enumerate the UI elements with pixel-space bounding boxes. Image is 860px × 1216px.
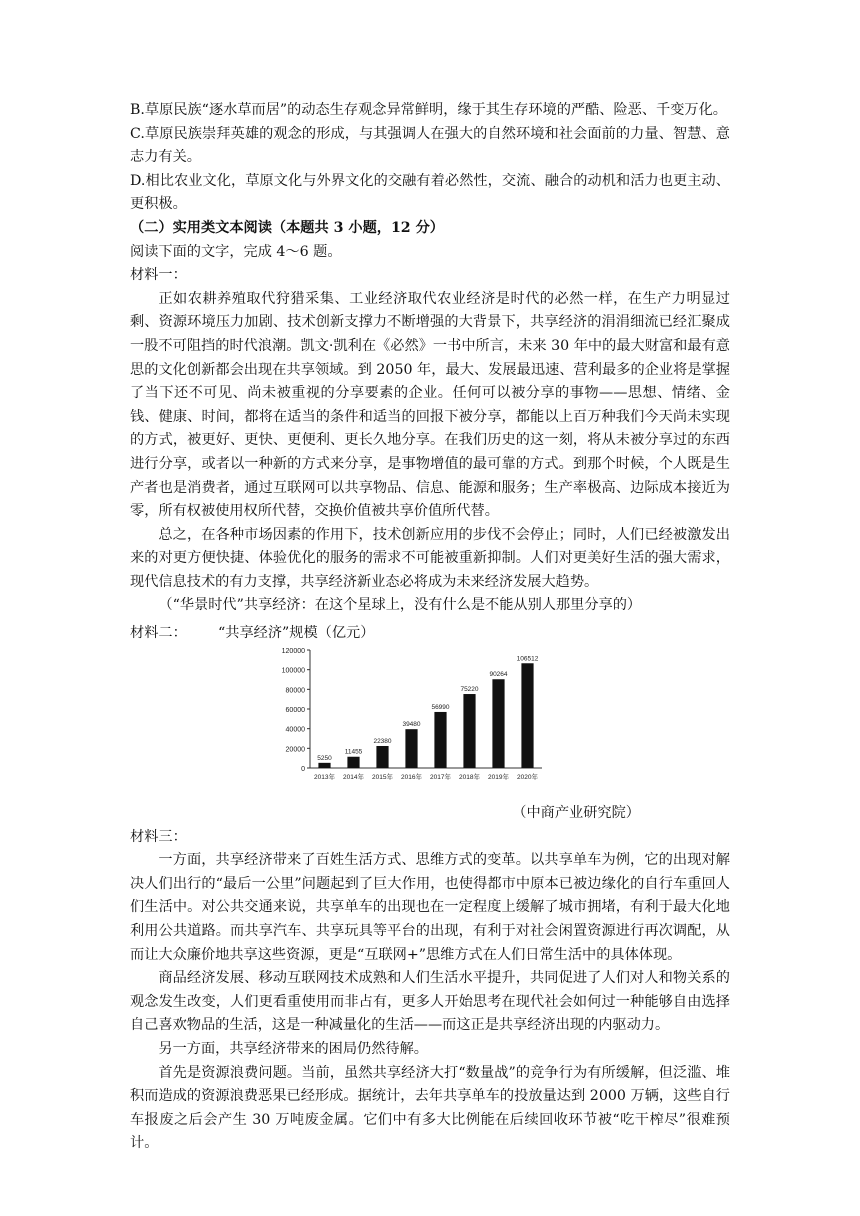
bar-value-label: 22380 — [373, 738, 392, 746]
bar — [405, 729, 417, 768]
bar-value-label: 75220 — [460, 686, 479, 694]
material3-paragraph: 首先是资源浪费问题。当前，虽然共享经济大打“数量战”的竞争行为有所缓解，但泛滥、堆积而造成的资源浪费恶果已经形成。据统计，去年共享单车的投放量达到 2000 万辆，这些自行车报废之后会产生 30 万吨废金属。它们中有多大比例能在后续回收环节被“吃干榨尽”很难预计。 — [130, 1064, 730, 1152]
bar — [347, 757, 359, 768]
chart-credit: （中商产业研究院） — [512, 805, 640, 822]
y-tick-label: 100000 — [281, 667, 305, 675]
y-tick-label: 80000 — [285, 687, 305, 695]
y-tick-label: 60000 — [285, 707, 305, 715]
chart-title: “共享经济”规模（亿元） — [218, 625, 375, 642]
x-tick-label: 2019年 — [488, 774, 509, 782]
material3-paragraph: 商品经济发展、移动互联网技术成熟和人们生活水平提升，共同促进了人们对人和物关系的观念发生改变，人们更看重使用而非占有，更多人开始思考在现代社会如何过一种能够自由选择自己喜欢物品的生活，这是一种减量化的生活——而这正是共享经济出现的内驱动力。 — [130, 970, 730, 1034]
x-tick-label: 2013年 — [314, 774, 335, 782]
x-tick-label: 2016年 — [401, 774, 422, 782]
bar-value-label: 90264 — [489, 671, 508, 679]
x-tick-label: 2015年 — [372, 774, 393, 782]
y-tick-label: 40000 — [285, 726, 305, 734]
bar-value-label: 11455 — [344, 748, 363, 756]
bar — [434, 712, 446, 768]
option-b: B.草原民族“逐水草而居”的动态生存观念异常鲜明，缘于其生存环境的严酷、险恶、千变万化。 — [130, 102, 727, 118]
material1-source: （“华景时代”共享经济：在这个星球上，没有什么是不能从别人那里分享的） — [158, 597, 642, 614]
bar — [318, 763, 330, 768]
x-tick-label: 2014年 — [343, 774, 364, 782]
y-tick-label: 0 — [301, 766, 305, 774]
material1-paragraph: 总之，在各种市场因素的作用下，技术创新应用的步伐不会停止；同时，人们已经被激发出来的对更方便快捷、体验优化的服务的需求不可能被重新抑制。人们对更美好生活的强大需求，现代信息技术的有力支撑，共享经济新业态必将成为未来经济发展大趋势。 — [130, 526, 730, 590]
y-tick-label: 120000 — [281, 648, 305, 656]
section-title: （二）实用类文本阅读（本题共 3 小题，12 分） — [130, 219, 444, 236]
y-tick-label: 20000 — [285, 746, 305, 754]
bar-value-label: 5250 — [317, 754, 332, 762]
material3-paragraph: 另一方面，共享经济带来的困局仍然待解。 — [158, 1041, 428, 1057]
x-tick-label: 2020年 — [517, 774, 538, 782]
option-c: C.草原民族崇拜英雄的观念的形成，与其强调人在强大的自然环境和社会面前的力量、智慧、意志力有关。 — [130, 125, 730, 166]
x-tick-label: 2018年 — [459, 774, 480, 782]
material3-label: 材料三： — [130, 828, 187, 845]
bar-value-label: 56990 — [431, 704, 450, 712]
instruction: 阅读下面的文字，完成 4～6 题。 — [130, 243, 342, 260]
shared-economy-bar-chart — [266, 642, 556, 792]
option-d: D.相比农业文化，草原文化与外界文化的交融有着必然性，交流、融合的动机和活力也更主动、更积极。 — [130, 172, 730, 213]
bar — [376, 746, 388, 768]
document-page — [130, 99, 730, 1156]
bar-value-label: 39480 — [402, 721, 421, 729]
bar — [492, 679, 504, 768]
bar — [521, 663, 533, 768]
bar-value-label: 106512 — [516, 655, 539, 663]
material3-paragraph: 一方面，共享经济带来了百姓生活方式、思维方式的变革。以共享单车为例，它的出现对解决人们出行的“最后一公里”问题起到了巨大作用，也使得都市中原本已被边缘化的自行车重回人们生活中。对公共交通来说，共享单车的出现也在一定程度上缓解了城市拥堵，有利于最大化地利用公共道路。而共享汽车、共享玩具等平台的出现，有利于对社会闲置资源进行再次调配，从而让大众廉价地共享这些资源，更是“互联网+”思维方式在人们日常生活中的具体体现。 — [130, 852, 730, 963]
material2-block — [130, 620, 730, 798]
material2-label: 材料二： — [130, 625, 187, 642]
x-tick-label: 2017年 — [430, 774, 451, 782]
material1-paragraph: 正如农耕养殖取代狩猎采集、工业经济取代农业经济是时代的必然一样，在生产力明显过剩、资源环境压力加剧、技术创新支撑力不断增强的大背景下，共享经济的涓涓细流已经汇聚成一股不可阻挡的时代浪潮。凯文·凯利在《必然》一书中所言，未来 30 年中的最大财富和最有意思的文化创新都会出现在共享领域。到 2050 年，最大、发展最迅速、营利最多的企业将是掌握了当下还不可见、尚未被重视的分享要素的企业。任何可以被分享的事物——思想、情绪、金钱、健康、时间，都将在适当的条件和适当的回报下被分享，都能以上百万种我们今天尚未实现的方式，被更好、更快、更便利、更长久地分享。在我们历史的这一刻，将从未被分享过的东西进行分享，或者以一种新的方式来分享，是事物增值的最可靠的方式。到那个时候，个人既是生产者也是消费者，通过互联网可以共享物品、信息、能源和服务；生产率极高、边际成本接近为零，所有权被使用权所代替，交换价值被共享价值所代替。 — [130, 290, 730, 520]
material1-label: 材料一： — [130, 267, 187, 284]
bar — [463, 694, 475, 768]
